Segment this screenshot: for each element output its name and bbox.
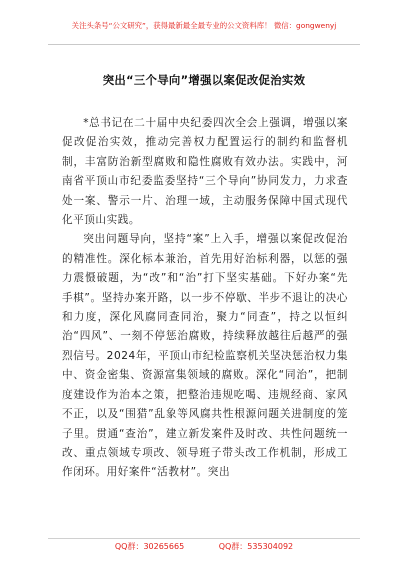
footer-qq-group-2: QQ群：535304092 — [218, 542, 294, 551]
document-body — [62, 114, 348, 483]
paragraph-2: 突出问题导向，坚持“案”上入手，增强以案促改促治的精准性。深化标本兼治，首先用好治标利器，以惩的强力震慑破题，为“改”和“治”打下坚实基础。下好办案“先手棋”。坚持办案开路，以一步不停歇、半步不退让的决心和力度，深化风腐同查同治，聚力“同查”，持之以恒纠治“四风”、一刻不停惩治腐败，持续释放越往后越严的强烈信号。2024年，平顶山市纪检监察机关坚决惩治权力集中、资金密集、资源富集领域的腐败。深化“同治”，把制度建设作为治本之策，把整治违规吃喝、违规经商、家风不正，以及“围猎”乱象等风腐共性根源问题关进制度的笼子里。贯通“查治”，建立新发案件及时改、共性问题统一改、重点领域专项改、领导班子带头改工作机制，形成工作闭环。用好案件“活教材”。突出 — [62, 233, 348, 479]
footer-qq-group-1: QQ群：30265665 — [114, 542, 185, 551]
paragraph-1: *总书记在二十届中央纪委四次全会上强调，增强以案促改促治实效，推动完善权力配置运行的制约和监督机制，丰富防治新型腐败和隐性腐败有效办法。实践中，河南省平顶山市纪委监委坚持“三个导向”协同发力，力求查处一案、警示一片、治理一域，主动服务保障中国式现代化平顶山实践。 — [62, 117, 348, 227]
header-divider — [48, 44, 360, 45]
footer — [0, 541, 408, 552]
header-banner: 关注头条号“公文研究”，获得最新最全最专业的公文资料库！ 微信：gongwenyj — [71, 21, 337, 30]
document-title: 突出“三个导向”增强以案促改促治实效 — [102, 73, 306, 87]
footer-divider — [48, 538, 360, 539]
